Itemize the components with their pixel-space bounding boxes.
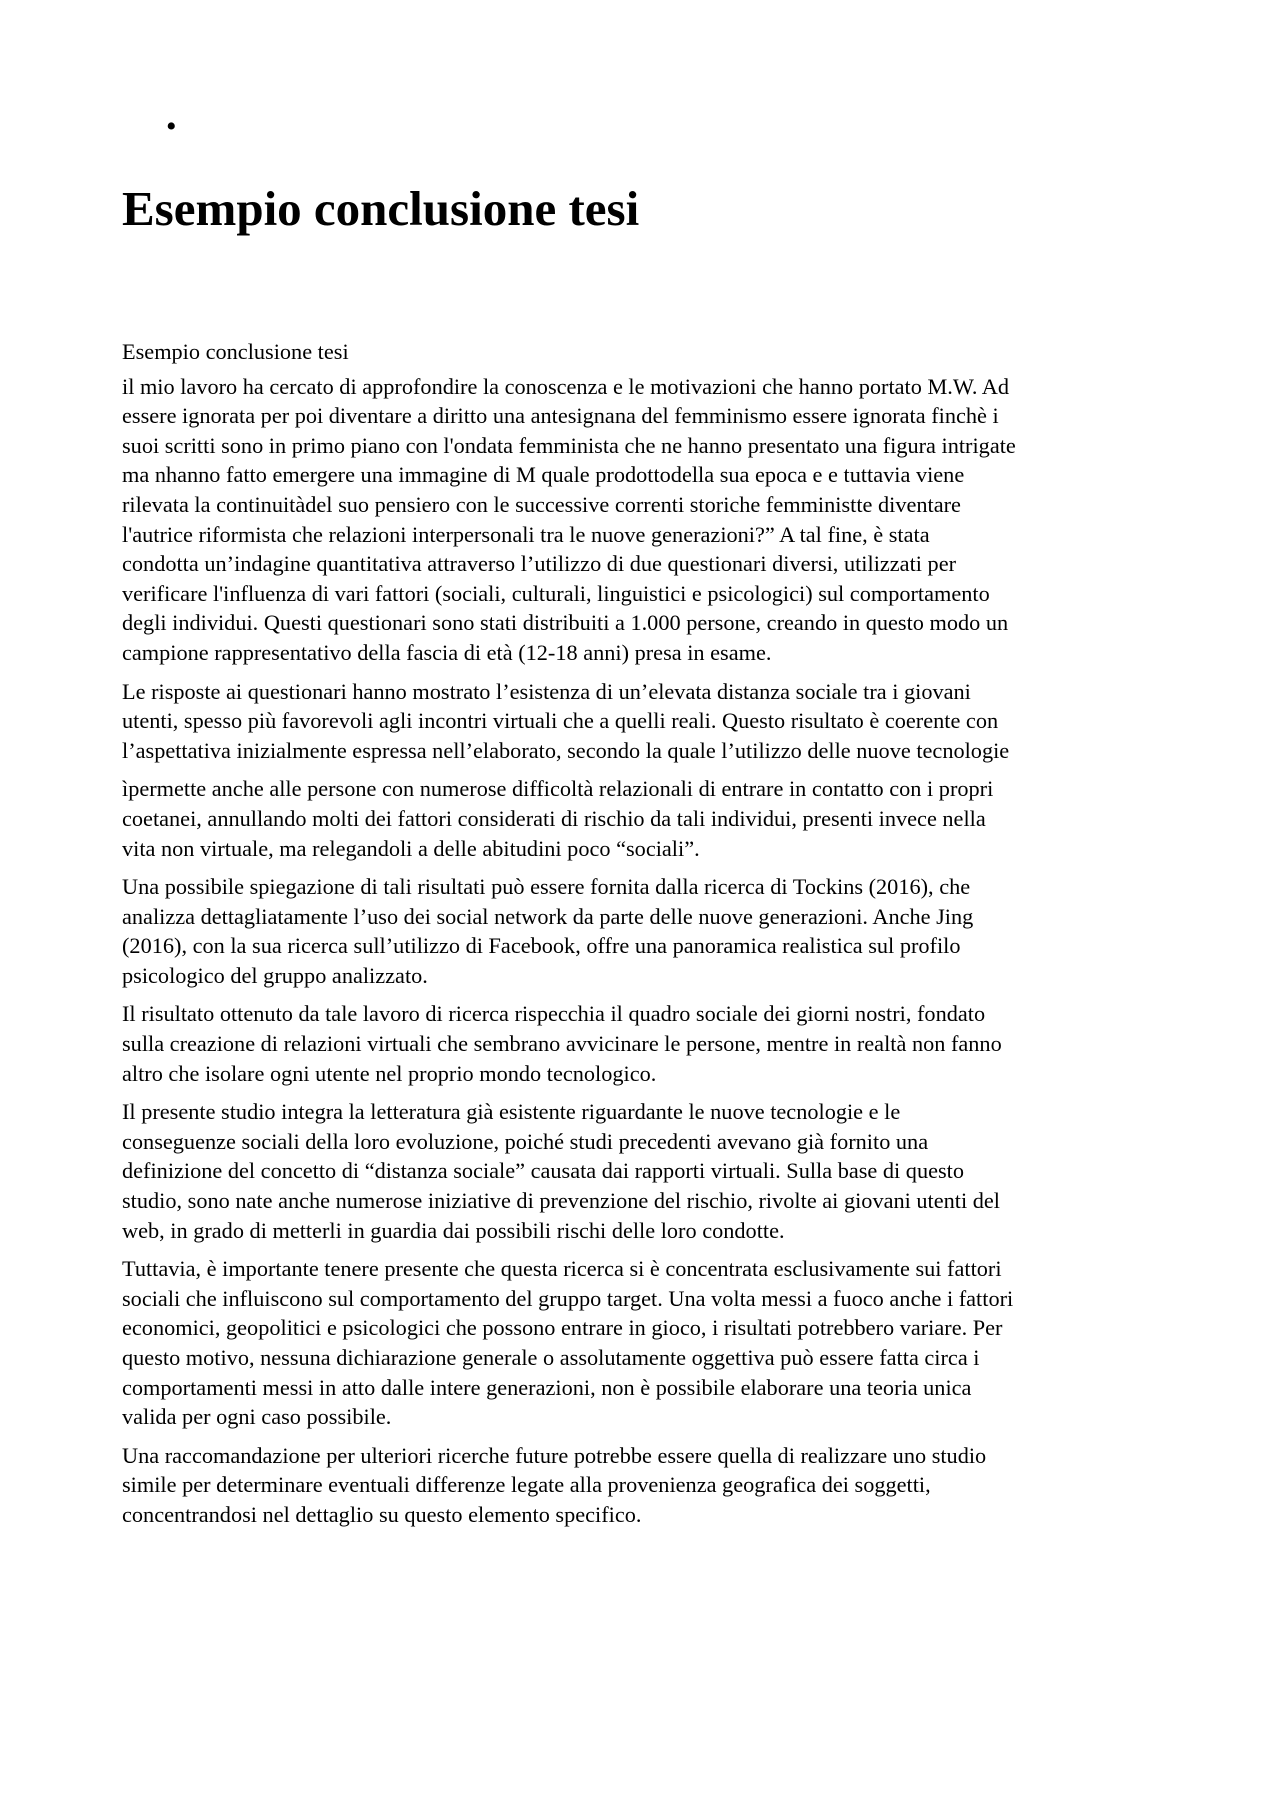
- paragraph-line: sociali che influiscono sul comportamento del gruppo target. Una volta messi a fuoco anche i fattori: [122, 1285, 1014, 1311]
- paragraph-line: utenti, spesso più favorevoli agli incontri virtuali che a quelli reali. Questo risultato è coerente con: [122, 708, 999, 734]
- bullet-marker: •: [166, 110, 177, 143]
- paragraph-line: psicologico del gruppo analizzato.: [122, 962, 428, 988]
- paragraph-line: Il presente studio integra la letteratura già esistente riguardante le nuove tecnologie e le: [122, 1099, 901, 1125]
- document-title: Esempio conclusione tesi: [122, 181, 640, 236]
- paragraph-line: suoi scritti sono in primo piano con l'ondata femminista che ne hanno presentato una figura intrigate: [122, 432, 1016, 458]
- paragraph-line: vita non virtuale, ma relegandoli a delle abitudini poco “sociali”.: [122, 835, 700, 861]
- paragraph-line: Tuttavia, è importante tenere presente che questa ricerca si è concentrata esclusivamente sui fattori: [122, 1256, 1002, 1282]
- paragraph-line: degli individui. Questi questionari sono stati distribuiti a 1.000 persone, creando in questo modo un: [122, 610, 1009, 636]
- paragraph-line: questo motivo, nessuna dichiarazione generale o assolutamente oggettiva può essere fatta circa i: [122, 1345, 980, 1370]
- paragraph-line: concentrandosi nel dettaglio su questo elemento specifico.: [122, 1501, 642, 1527]
- body-paragraph: [122, 1097, 1182, 1245]
- body-paragraph: [122, 999, 1182, 1088]
- paragraph-line: Il risultato ottenuto da tale lavoro di ricerca rispecchia il quadro sociale dei giorni nostri, fondato: [122, 1001, 986, 1027]
- paragraph-line: altro che isolare ogni utente nel proprio mondo tecnologico.: [122, 1060, 657, 1086]
- document-subtitle: Esempio conclusione tesi: [122, 339, 349, 364]
- paragraph-line: comportamenti messi in atto dalle intere generazioni, non è possibile elaborare una teoria unica: [122, 1374, 972, 1400]
- paragraph-line: conseguenze sociali della loro evoluzione, poiché studi precedenti avevano già fornito una: [122, 1128, 929, 1154]
- body-paragraph: [122, 872, 1182, 990]
- paragraph-line: l’aspettativa inizialmente espressa nell’elaborato, secondo la quale l’utilizzo delle nuove tecnologie: [122, 737, 1010, 763]
- paragraph-line: web, in grado di metterli in guardia dai possibili rischi delle loro condotte.: [122, 1217, 785, 1243]
- paragraph-line: valida per ogni caso possibile.: [122, 1404, 392, 1430]
- paragraph-line: economici, geopolitici e psicologici che possono entrare in gioco, i risultati potrebbero variare. Per: [122, 1315, 1003, 1341]
- body-paragraph: [122, 677, 1182, 766]
- paragraph-line: condotta un’indagine quantitativa attraverso l’utilizzo di due questionari diversi, utilizzati per: [122, 551, 957, 577]
- body-paragraph: [122, 1254, 1182, 1432]
- paragraph-line: ma nhanno fatto emergere una immagine di M quale prodottodella sua epoca e e tuttavia viene: [122, 462, 965, 488]
- paragraph-line: simile per determinare eventuali differenze legate alla provenienza geografica dei soggetti,: [122, 1472, 931, 1498]
- paragraph-line: Le risposte ai questionari hanno mostrato l’esistenza di un’elevata distanza sociale tra i giovani: [122, 678, 971, 704]
- document-body: [122, 337, 1182, 1539]
- body-paragraph: [122, 372, 1182, 668]
- paragraph-list: [122, 372, 1182, 1530]
- body-paragraph: [122, 1441, 1182, 1530]
- body-paragraph: [122, 774, 1182, 863]
- paragraph-line: l'autrice riformista che relazioni interpersonali tra le nuove generazioni?” A tal fine, è stata: [122, 521, 930, 547]
- paragraph-line: Una possibile spiegazione di tali risultati può essere fornita dalla ricerca di Tockins (2016), che: [122, 874, 971, 900]
- paragraph-line: (2016), con la sua ricerca sull’utilizzo di Facebook, offre una panoramica realistica sul profilo: [122, 933, 961, 959]
- paragraph-line: ìpermette anche alle persone con numerose difficoltà relazionali di entrare in contatto con i propri: [122, 776, 994, 802]
- paragraph-line: essere ignorata per poi diventare a diritto una antesignana del femminismo essere ignorata finchè i: [122, 403, 999, 429]
- paragraph-line: rilevata la continuitàdel suo pensiero con le successive correnti storiche femministte diventare: [122, 491, 961, 517]
- paragraph-line: studio, sono nate anche numerose iniziative di prevenzione del rischio, rivolte ai giovani utenti del: [122, 1188, 1000, 1214]
- paragraph-line: definizione del concetto di “distanza sociale” causata dai rapporti virtuali. Sulla base di questo: [122, 1158, 965, 1184]
- paragraph-line: il mio lavoro ha cercato di approfondire la conoscenza e le motivazioni che hanno portato M.W. Ad: [122, 373, 1010, 399]
- paragraph-line: Una raccomandazione per ulteriori ricerche future potrebbe essere quella di realizzare uno studio: [122, 1442, 987, 1468]
- paragraph-line: coetanei, annullando molti dei fattori considerati di rischio da tali individui, presenti invece nella: [122, 805, 986, 831]
- paragraph-line: campione rappresentativo della fascia di età (12-18 anni) presa in esame.: [122, 639, 772, 665]
- paragraph-line: sulla creazione di relazioni virtuali che sembrano avvicinare le persone, mentre in realtà non fanno: [122, 1031, 1002, 1057]
- paragraph-line: analizza dettagliatamente l’uso dei social network da parte delle nuove generazioni. Anche Jing: [122, 903, 974, 929]
- paragraph-line: verificare l'influenza di vari fattori (sociali, culturali, linguistici e psicologici) sul comportamento: [122, 580, 990, 606]
